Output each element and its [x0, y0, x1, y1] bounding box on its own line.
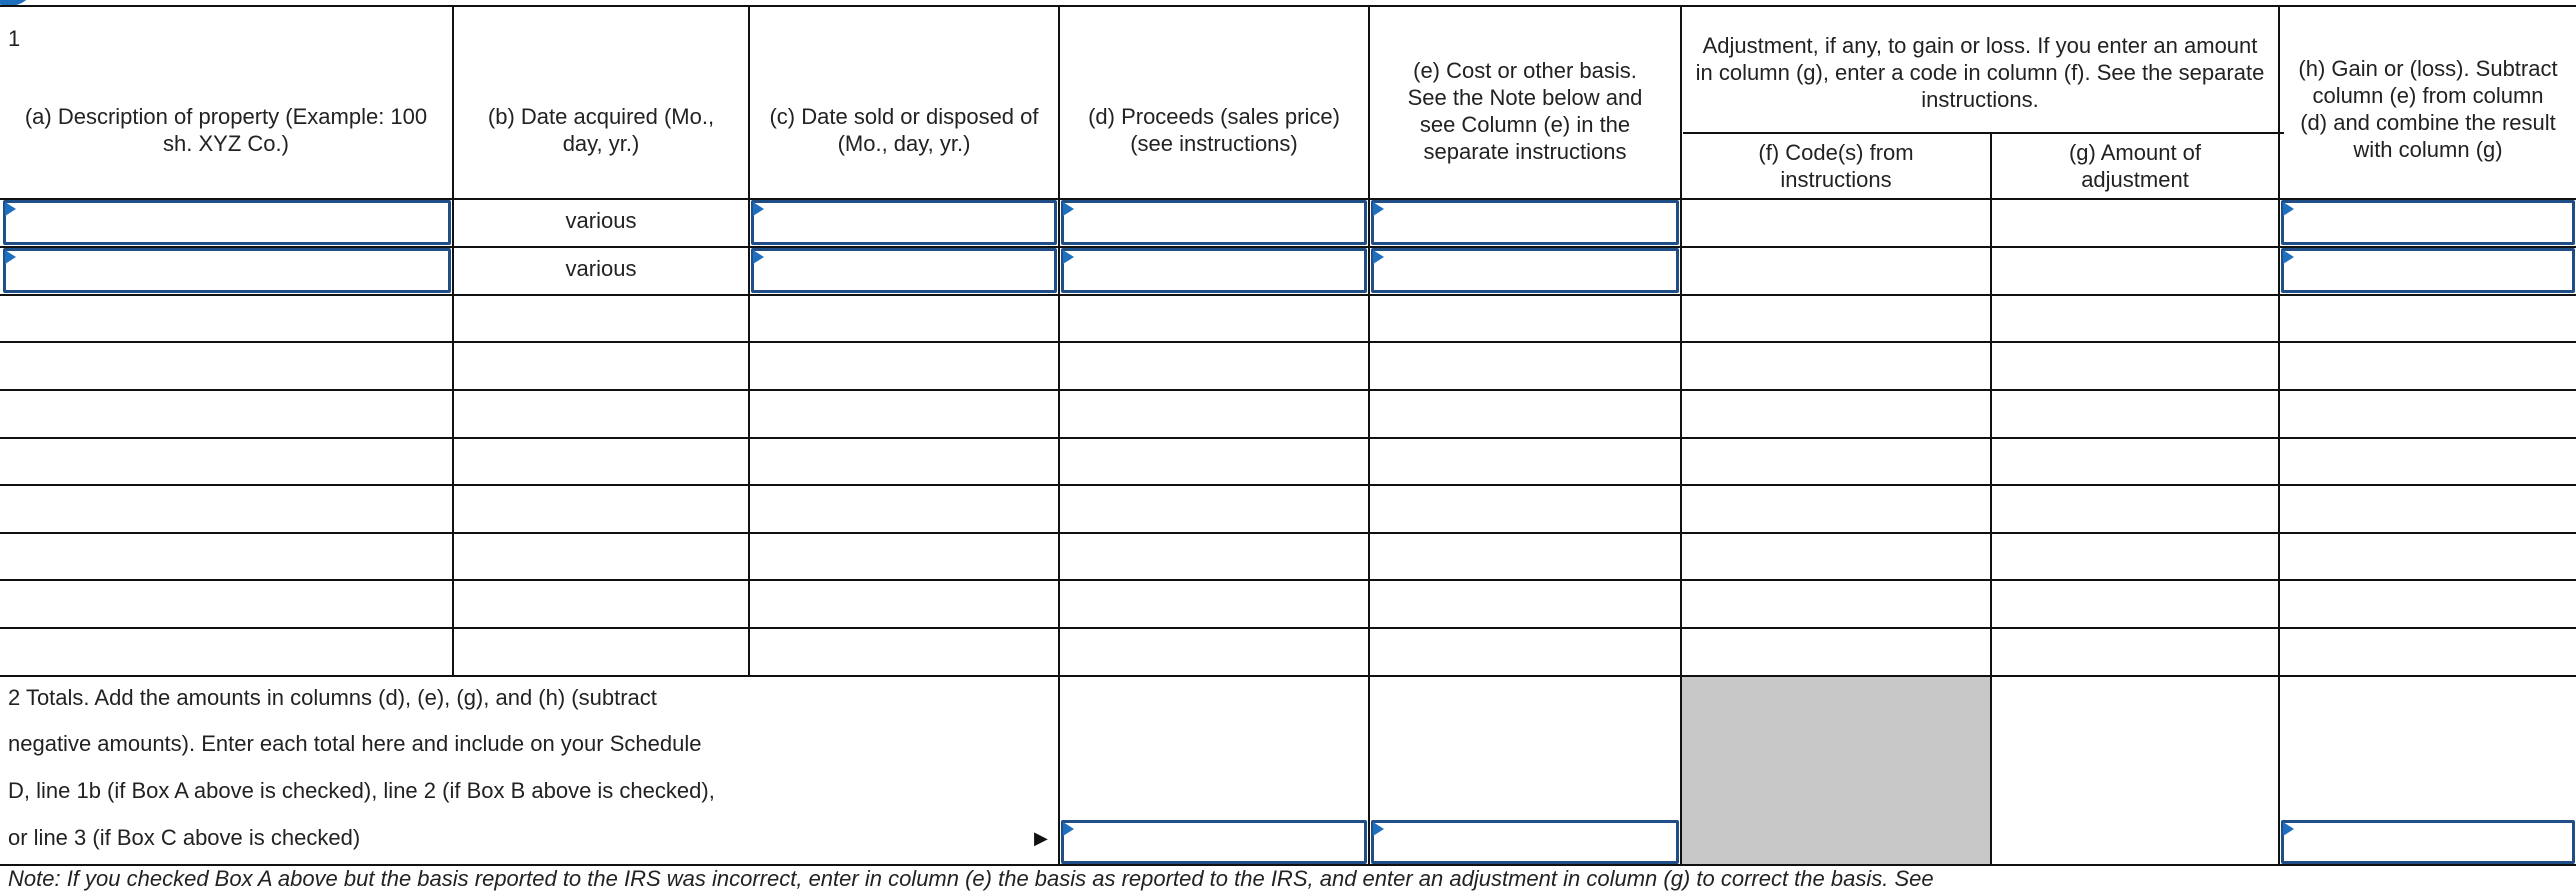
header-col-a: (a) Description of property (Example: 100 sh. XYZ Co.)	[24, 104, 428, 156]
field-marker-icon	[1063, 822, 1074, 836]
header-col-d: (d) Proceeds (sales price) (see instructions)	[1088, 104, 1340, 156]
field-marker-icon	[1373, 822, 1384, 836]
field-marker-icon	[2283, 202, 2294, 216]
totals-text-line-4: or line 3 (if Box C above is checked)	[8, 825, 361, 850]
row-rule	[0, 532, 2576, 534]
col-divider	[1990, 132, 1992, 865]
totals-text-line-1: 2 Totals. Add the amounts in columns (d), (e), (g), and (h) (subtract	[8, 685, 657, 710]
totals-proceeds-field[interactable]	[1061, 820, 1367, 864]
row-rule	[0, 389, 2576, 391]
row1-cost-basis-field[interactable]	[1371, 200, 1679, 245]
row2-date-sold-field[interactable]	[751, 248, 1057, 293]
row1-gain-loss-field[interactable]	[2281, 200, 2575, 245]
row-rule	[0, 341, 2576, 343]
field-marker-icon	[1373, 250, 1384, 264]
totals-arrow-icon: ▶	[1034, 828, 1048, 848]
totals-gain-loss-field[interactable]	[2281, 820, 2575, 864]
field-marker-icon	[753, 250, 764, 264]
totals-cost-basis-field[interactable]	[1371, 820, 1679, 864]
field-marker-icon	[2283, 822, 2294, 836]
field-marker-icon	[5, 202, 16, 216]
row2-cost-basis-field[interactable]	[1371, 248, 1679, 293]
header-col-c: (c) Date sold or disposed of (Mo., day, yr.)	[769, 104, 1039, 156]
field-marker-icon	[1063, 250, 1074, 264]
row2-proceeds-field[interactable]	[1061, 248, 1367, 293]
row-rule	[0, 294, 2576, 296]
top-rule	[0, 5, 2576, 7]
row-rule	[0, 579, 2576, 581]
row1-proceeds-field[interactable]	[1061, 200, 1367, 245]
field-marker-icon	[2283, 250, 2294, 264]
row-rule	[0, 484, 2576, 486]
row-rule	[0, 675, 2576, 677]
row1-description-field[interactable]	[3, 200, 451, 245]
header-adjustment: Adjustment, if any, to gain or loss. If you enter an amount in column (g), enter a code in column (f). See the separate instructions.	[1695, 32, 2265, 112]
header-col-g: (g) Amount of adjustment	[2068, 140, 2202, 192]
row2-date-acquired: various	[565, 256, 637, 281]
header-col-f: (f) Code(s) from instructions	[1758, 140, 1914, 192]
header-col-b: (b) Date acquired (Mo., day, yr.)	[487, 104, 715, 156]
totals-text-line-3: D, line 1b (if Box A above is checked), line 2 (if Box B above is checked),	[8, 778, 715, 803]
field-marker-icon	[1373, 202, 1384, 216]
line-number-1: 1	[8, 26, 21, 51]
field-marker-icon	[5, 250, 16, 264]
header-col-e: (e) Cost or other basis. See the Note below and see Column (e) in the separate instructions	[1407, 58, 1643, 164]
row1-date-sold-field[interactable]	[751, 200, 1057, 245]
row-rule	[0, 627, 2576, 629]
field-marker-icon	[1063, 202, 1074, 216]
totals-text-line-2: negative amounts). Enter each total here and include on your Schedule	[8, 731, 702, 756]
note-text: Note: If you checked Box A above but the basis reported to the IRS was incorrect, enter in column (e) the basis as reported to the IRS, and enter an adjustment in column (g) to correct the basis. See	[8, 866, 1934, 891]
row-rule	[0, 437, 2576, 439]
row2-gain-loss-field[interactable]	[2281, 248, 2575, 293]
code-column-shaded-area	[1682, 677, 1990, 864]
field-marker-icon	[753, 202, 764, 216]
row2-description-field[interactable]	[3, 248, 451, 293]
header-col-h: (h) Gain or (loss). Subtract column (e) from column (d) and combine the result with column (g)	[2298, 56, 2558, 162]
row1-date-acquired: various	[565, 208, 637, 233]
